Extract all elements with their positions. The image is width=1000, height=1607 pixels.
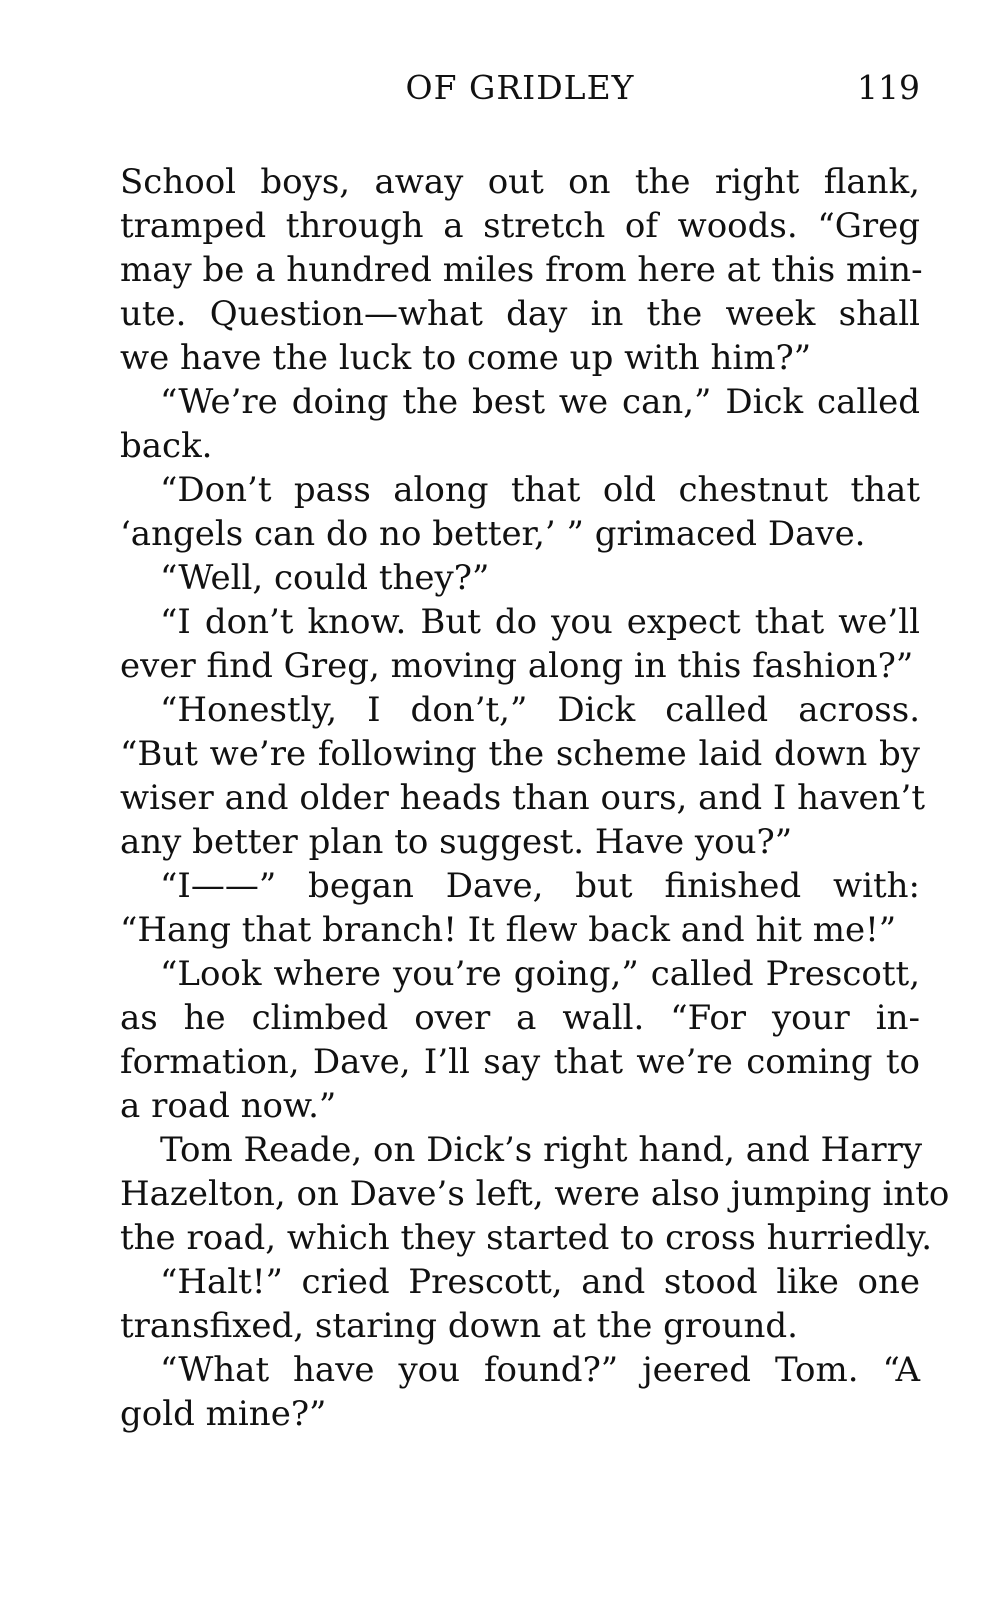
text-line: “Don’t pass along that old chestnut that [160, 470, 920, 510]
text-line: “Halt!” cried Prescott, and stood like one [160, 1262, 920, 1302]
text-line: “But we’re following the scheme laid down by [120, 734, 920, 774]
body-text [120, 160, 950, 1436]
text-line: may be a hundred miles from here at this min- [120, 250, 923, 290]
text-line: ever find Greg, moving along in this fashion?” [120, 646, 914, 686]
text-line: ute. Question—what day in the week shall [120, 294, 920, 334]
text-line: Tom Reade, on Dick’s right hand, and Harry [160, 1130, 923, 1170]
text-line: we have the luck to come up with him?” [120, 338, 812, 378]
text-line: School boys, away out on the right flank, [120, 162, 920, 202]
text-line: tramped through a stretch of woods. “Greg [120, 206, 920, 246]
text-line: “Well, could they?” [160, 558, 490, 598]
text-line: “I don’t know. But do you expect that we’ll [160, 602, 920, 642]
text-line: transfixed, staring down at the ground. [120, 1306, 798, 1346]
text-line: a road now.” [120, 1086, 337, 1126]
running-head [120, 66, 920, 110]
running-title: OF GRIDLEY [405, 68, 635, 107]
text-line: formation, Dave, I’ll say that we’re coming to [120, 1042, 920, 1082]
text-line: “Honestly, I don’t,” Dick called across. [160, 690, 920, 730]
text-line: “Hang that branch! It flew back and hit me!” [120, 910, 897, 950]
page-number: 119 [857, 68, 920, 107]
text-line: back. [120, 426, 213, 466]
text-line: the road, which they started to cross hurriedly. [120, 1218, 933, 1258]
text-line: “Look where you’re going,” called Prescott, [160, 954, 920, 994]
text-line: ‘angels can do no better,’ ” grimaced Dave. [120, 514, 866, 554]
text-line: gold mine?” [120, 1394, 327, 1434]
text-line: Hazelton, on Dave’s left, were also jumping into [120, 1174, 950, 1214]
text-line: as he climbed over a wall. “For your in- [120, 998, 920, 1038]
text-line: “We’re doing the best we can,” Dick called [160, 382, 920, 422]
text-line: wiser and older heads than ours, and I haven’t [120, 778, 926, 818]
text-line: any better plan to suggest. Have you?” [120, 822, 793, 862]
text-line: “What have you found?” jeered Tom. “A [160, 1350, 920, 1390]
text-line: “I——” began Dave, but finished with: [160, 866, 920, 906]
